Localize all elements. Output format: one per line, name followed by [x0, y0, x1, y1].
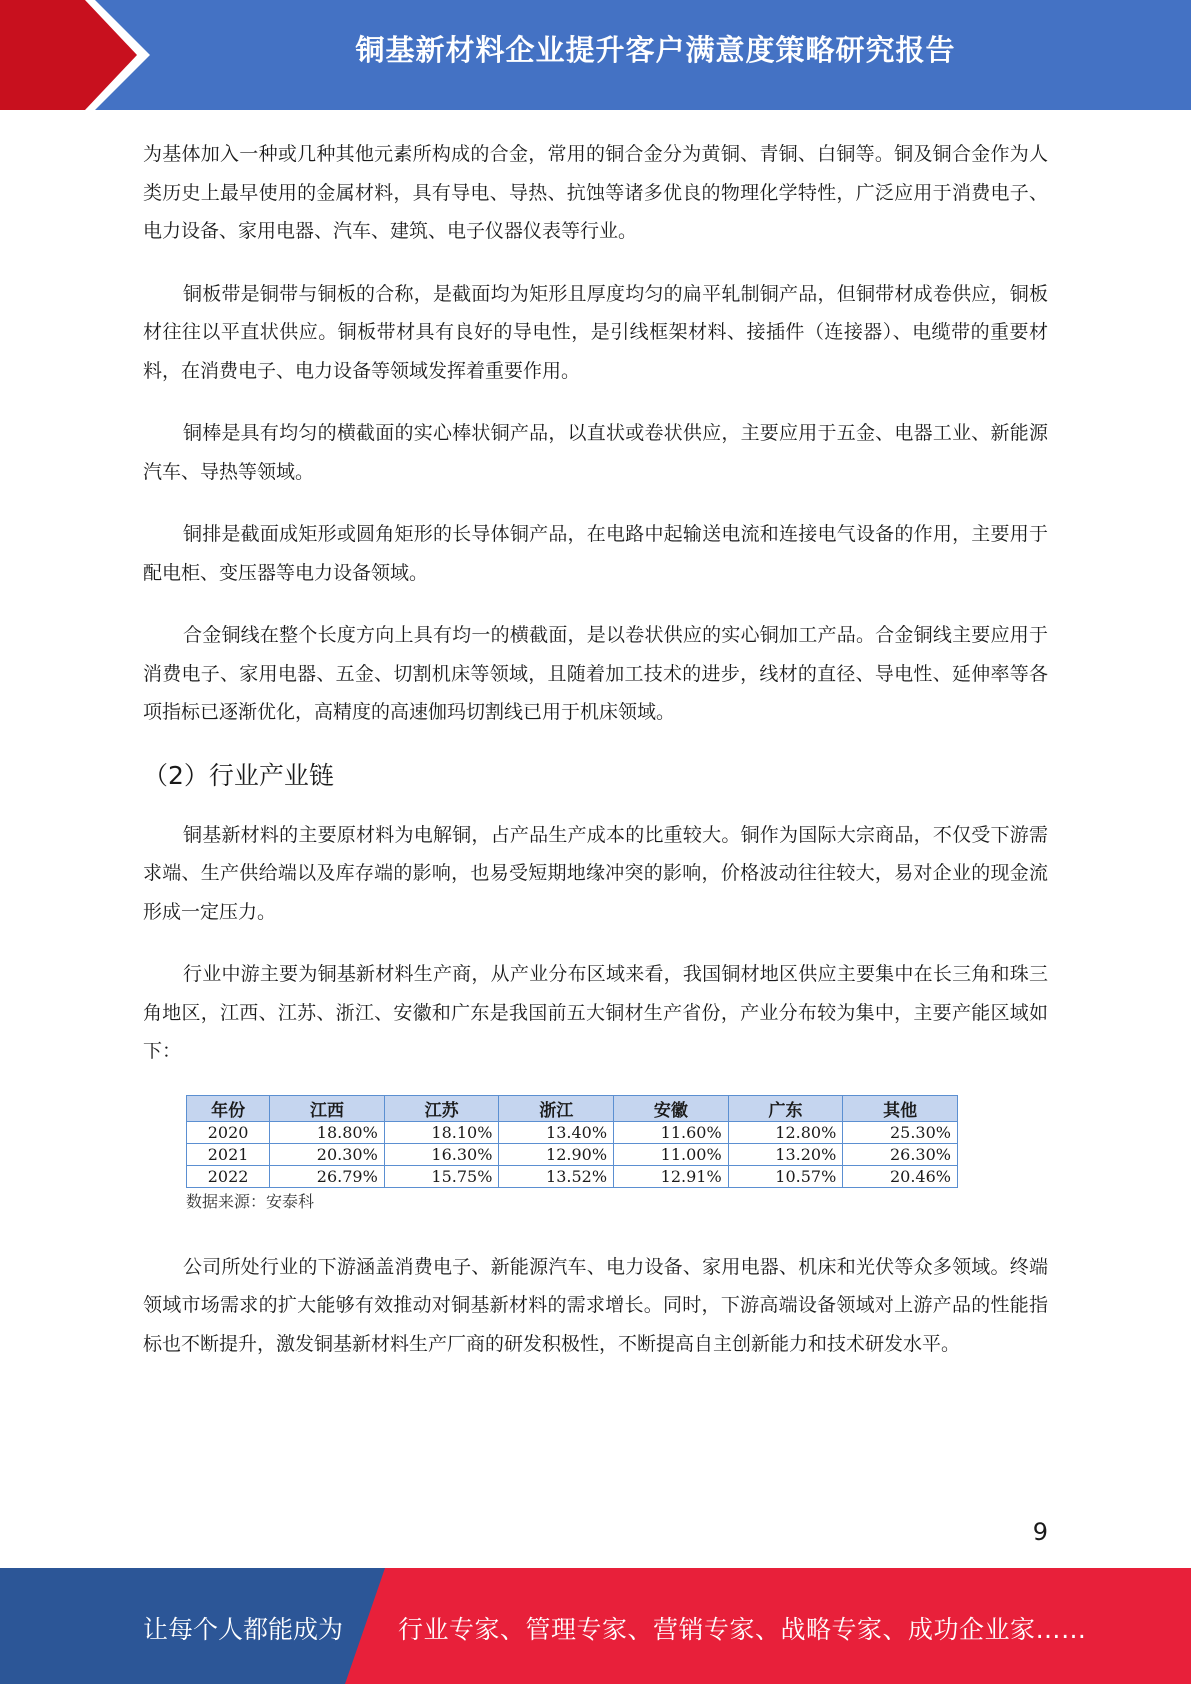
- table-header-cell: 其他: [843, 1095, 958, 1121]
- table-row: [187, 1121, 958, 1143]
- table-header-cell: 广东: [728, 1095, 843, 1121]
- table-header-cell: 年份: [187, 1095, 270, 1121]
- table-header-row: [187, 1095, 958, 1121]
- header-chevron-decoration: [0, 0, 160, 110]
- footer-slogan-left: 让每个人都能成为: [143, 1615, 344, 1644]
- table-source-note: 数据来源：安泰科: [186, 1191, 315, 1211]
- table-cell: 26.79%: [270, 1165, 385, 1187]
- page-number: 9: [1032, 1518, 1048, 1546]
- production-share-table: [186, 1095, 958, 1188]
- table-cell: 11.60%: [614, 1121, 729, 1143]
- paragraph-copper-busbar: 铜排是截面成矩形或圆角矩形的长导体铜产品，在电路中起输送电流和连接电气设备的作用，主要用于配电柜、变压器等电力设备领域。: [143, 523, 1048, 584]
- paragraph-alloy-wire: 合金铜线在整个长度方向上具有均一的横截面，是以卷状供应的实心铜加工产品。合金铜线主要应用于消费电子、家用电器、五金、切割机床等领域，且随着加工技术的进步，线材的直径、导电性、延伸率等各项指标已逐渐优化，高精度的高速伽玛切割线已用于机床领域。: [143, 624, 1048, 723]
- table-cell: 13.52%: [499, 1165, 614, 1187]
- paragraph-copper-rod: 铜棒是具有均匀的横截面的实心棒状铜产品，以直状或卷状供应，主要应用于五金、电器工业、新能源汽车、导热等领域。: [143, 422, 1048, 483]
- table-cell: 2022: [187, 1165, 270, 1187]
- paragraph-copper-strip: 铜板带是铜带与铜板的合称，是截面均为矩形且厚度均匀的扁平轧制铜产品，但铜带材成卷供应，铜板材往往以平直状供应。铜板带材具有良好的导电性，是引线框架材料、接插件（连接器）、电缆带的重要材料，在消费电子、电力设备等领域发挥着重要作用。: [143, 282, 1048, 382]
- production-share-table-block: [186, 1095, 958, 1214]
- table-cell: 2021: [187, 1143, 270, 1165]
- table-cell: 12.80%: [728, 1121, 843, 1143]
- table-header-cell: 浙江: [499, 1095, 614, 1121]
- table-cell: 20.30%: [270, 1143, 385, 1165]
- table-cell: 12.90%: [499, 1143, 614, 1165]
- table-cell: 12.91%: [614, 1165, 729, 1187]
- table-row: [187, 1143, 958, 1165]
- table-header-cell: 安徽: [614, 1095, 729, 1121]
- table-header-cell: 江西: [270, 1095, 385, 1121]
- table-cell: 16.30%: [384, 1143, 499, 1165]
- table-cell: 2020: [187, 1121, 270, 1143]
- page-footer: [0, 1568, 1191, 1684]
- table-cell: 10.57%: [728, 1165, 843, 1187]
- table-cell: 13.40%: [499, 1121, 614, 1143]
- table-header-cell: 江苏: [384, 1095, 499, 1121]
- paragraph-copper-alloy: 为基体加入一种或几种其他元素所构成的合金，常用的铜合金分为黄铜、青铜、白铜等。铜及铜合金作为人类历史上最早使用的金属材料，具有导电、导热、抗蚀等诸多优良的物理化学特性，广泛应用于消费电子、电力设备、家用电器、汽车、建筑、电子仪器仪表等行业。: [143, 143, 1048, 242]
- table-cell: 15.75%: [384, 1165, 499, 1187]
- paragraph-upstream: 铜基新材料的主要原材料为电解铜，占产品生产成本的比重较大。铜作为国际大宗商品，不仅受下游需求端、生产供给端以及库存端的影响，也易受短期地缘冲突的影响，价格波动往往较大，易对企业的现金流形成一定压力。: [143, 823, 1048, 923]
- table-cell: 11.00%: [614, 1143, 729, 1165]
- paragraph-downstream: 公司所处行业的下游涵盖消费电子、新能源汽车、电力设备、家用电器、机床和光伏等众多领域。终端领域市场需求的扩大能够有效推动对铜基新材料的需求增长。同时，下游高端设备领域对上游产品的性能指标也不断提升，激发铜基新材料生产厂商的研发积极性，不断提高自主创新能力和技术研发水平。: [143, 1255, 1048, 1355]
- page-header: [0, 0, 1191, 110]
- section-heading: （2）行业产业链: [143, 760, 334, 790]
- footer-slogan-right: 行业专家、管理专家、营销专家、战略专家、成功企业家……: [398, 1615, 1087, 1644]
- table-cell: 25.30%: [843, 1121, 958, 1143]
- paragraph-midstream: 行业中游主要为铜基新材料生产商，从产业分布区域来看，我国铜材地区供应主要集中在长三角和珠三角地区，江西、江苏、浙江、安徽和广东是我国前五大铜材生产省份，产业分布较为集中，主要产能区域如下：: [143, 963, 1048, 1062]
- table-cell: 18.10%: [384, 1121, 499, 1143]
- report-title: 铜基新材料企业提升客户满意度策略研究报告: [355, 33, 956, 67]
- document-body: [143, 135, 1048, 1387]
- table-cell: 18.80%: [270, 1121, 385, 1143]
- table-cell: 13.20%: [728, 1143, 843, 1165]
- table-row: [187, 1165, 958, 1187]
- table-cell: 20.46%: [843, 1165, 958, 1187]
- table-cell: 26.30%: [843, 1143, 958, 1165]
